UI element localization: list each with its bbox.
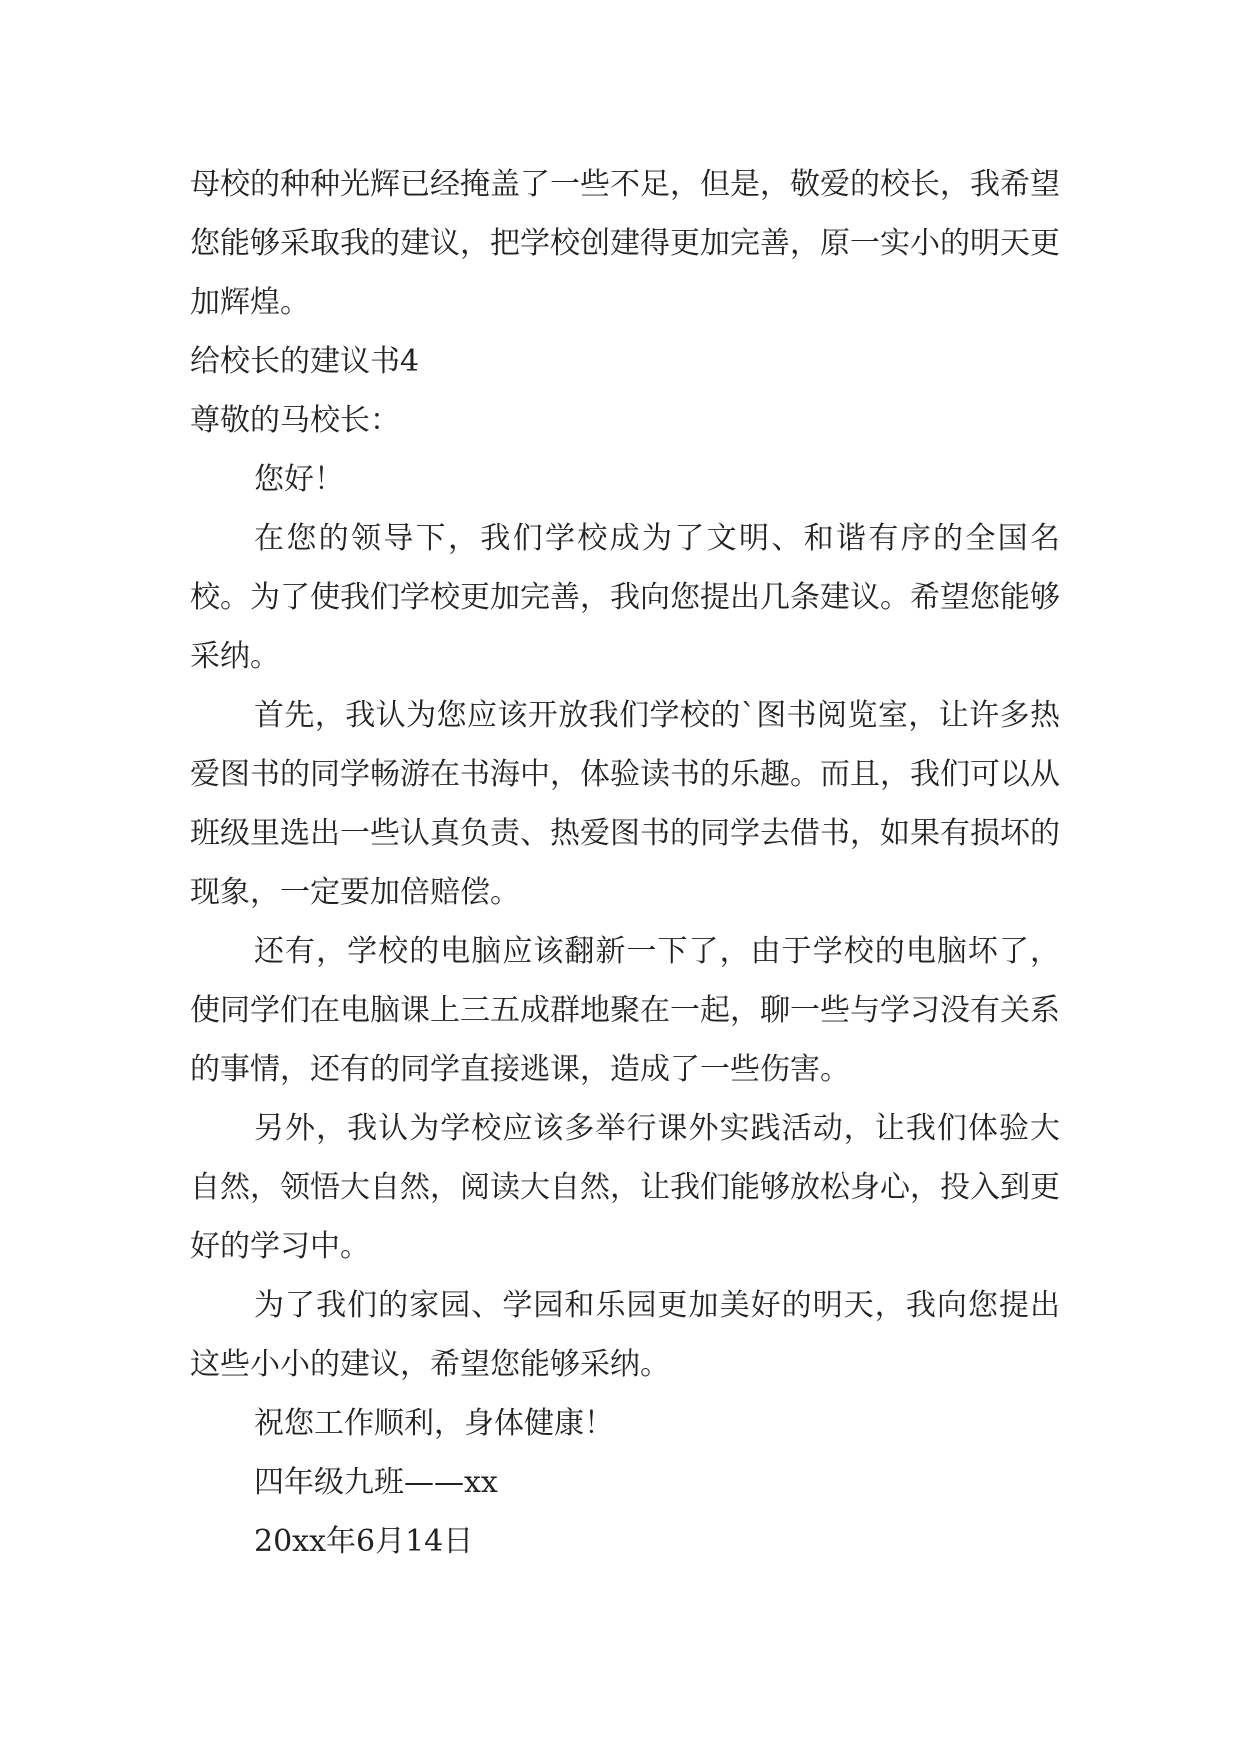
paragraph-conclusion: 为了我们的家园、学园和乐园更加美好的明天，我向您提出这些小小的建议，希望您能够采纳。	[190, 1288, 1060, 1382]
signature: 四年级九班——xx	[254, 1465, 498, 1500]
greeting: 您好！	[254, 462, 344, 497]
paragraph-intro: 在您的领导下，我们学校成为了文明、和谐有序的全国名校。为了使我们学校更加完善，我向您提出几条建议。希望您能够采纳。	[190, 521, 1060, 674]
document-body	[190, 155, 1060, 1571]
salutation: 尊敬的马校长：	[190, 403, 400, 438]
paragraph-library: 首先，我认为您应该开放我们学校的`图书阅览室，让许多热爱图书的同学畅游在书海中，体验读书的乐趣。而且，我们可以从班级里选出一些认真负责、热爱图书的同学去借书，如果有损坏的现象，一定要加倍赔偿。	[190, 698, 1060, 910]
paragraph-computers: 还有，学校的电脑应该翻新一下了，由于学校的电脑坏了，使同学们在电脑课上三五成群地聚在一起，聊一些与学习没有关系的事情，还有的同学直接逃课，造成了一些伤害。	[190, 934, 1060, 1087]
paragraph-activities: 另外，我认为学校应该多举行课外实践活动，让我们体验大自然，领悟大自然，阅读大自然，让我们能够放松身心，投入到更好的学习中。	[190, 1111, 1060, 1264]
section-title: 给校长的建议书4	[190, 344, 420, 379]
closing-wish: 祝您工作顺利，身体健康！	[254, 1406, 614, 1441]
paragraph-closing-previous: 母校的种种光辉已经掩盖了一些不足，但是，敬爱的校长，我希望您能够采取我的建议，把学校创建得更加完善，原一实小的明天更加辉煌。	[190, 167, 1060, 320]
date: 20xx年6月14日	[254, 1524, 474, 1559]
